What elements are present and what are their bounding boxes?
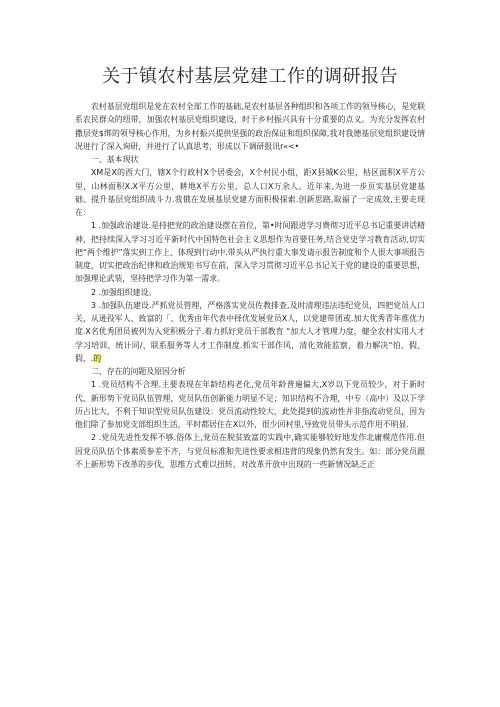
paragraph-organization: 2 .加强组织建设。 [91,287,157,297]
document-title: 关于镇农村基层党建工作的调研报告 [102,66,398,87]
section-heading-status: 一、基本现状 [91,155,139,164]
paragraph-advanced: 2 .党员先进性发挥不够.俗体上,党员在脱贫致富的实践中,确实能够较好地发作北庸模范作用.但因党员队伍个体素质参差不齐，与党员标准和先进性要求相违背的现象仍然有发生。如：部分党员跟不上新形势下改革的步伐，思维方式难以扭转，对改革开放中出现的一些新情况缺乏正 [75,433,425,469]
document-body [75,100,425,471]
paragraph-intro: 农村基层党组织是党在农村全部工作的基础,是农村基层各种组织和各项工作的领导核心，是党联系农民群众的纽带，加强农村基层党组织建设，时于乡村振兴具有十分重要的点义。为充分发挥农村撒层党$绑的领导核心作用，为乡村振兴提供坚强的政治保证和组织保障,我对我德基层党组织建设情况进行了深入询研，并进行了认真思考，形成以下调研报讯r«<• [75,102,425,151]
paragraph-political: 1 .加强政治建设.是持把党的政治建设摆在首位，第•时间跟进学习费彻习近平总书记重要讲话精神，把持续深入学习习近平新时代中国特色社会主义思想作为首要任务,结合党史学习教育活动,切实把“两个维护”落实到工作上、体现到行动中.带头从严执行重大事发请示报告制度和个人很大事项报告制度，切实把政治纪律和政治规矩书写在前，深入学习贯彻习近平总书记关于党的建设的重要思想，加强理论武装，坚持把学习作为第一需求。 [75,221,425,284]
paragraph-team [75,299,425,365]
highlighted-text: 的 [93,353,102,363]
paragraph-team-text: 3 .加强队伍建设.严抓党员管理，严格落实党员佐教排查,及时清理违法违纪党员，四把党员人口关，从逊役军人、致富的「、优秀由年代表中择优发展党员X人，以党建带团或.加大优秀青年推优力度.X名优秀团员被列为入党积极分子.着力抓好党员干部教育 “加大人才管理力度，健全农村实用人才学习培训、统计同/、联系服务等人才工作制度.抓实干部作风，清化效能监察，着力解决“怕、假、假、. [75,300,425,363]
paragraph-overview: XM是X的西大门，辖X个行政村X个居委会，X个村民小组，距X县城K公里，枯区面积X平方公里，山林面积X.X平方公里，耕地X平方公里，总人口X万余人。近年来,为进一步页实基层党建基础、提升基层党组织战斗力.我俄在发展基层党建方面积极探索.创新思路,取福了一定成效,主要走现在： [75,168,425,217]
paragraph-structure: 1 .党员结构不合理.主要表现在年龄结构老化,党员年龄普遍偏大,X岁以下党员较少，对于新时代、新形势下党员队伍管理，党员队伍创新能力明显不足；知识结构不合理，中专（高中）及以下学历占比大，不利于知识型党员队伍建设：党员流动性较大，此处提到的流动性并非指流动党员，因为他们除了参加党支部组织生活，平时都居住在X以外，很少回村里,导致党员带头示范作用不明显. [75,380,425,429]
section-heading-problems: 二、存在的问题及原因分析 [91,367,186,376]
